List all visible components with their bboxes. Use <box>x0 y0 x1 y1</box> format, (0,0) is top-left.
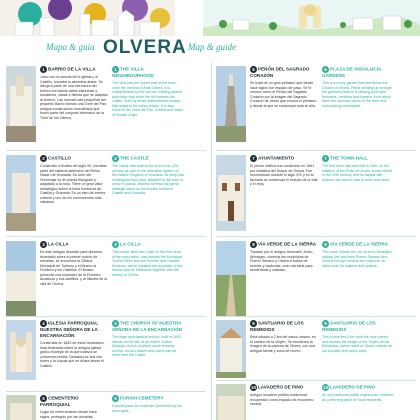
entry-6 <box>216 66 416 146</box>
entry-es <box>250 320 318 353</box>
title-spanish: Mapa & guía <box>46 42 95 52</box>
entry-es <box>250 384 318 407</box>
entry-text-en: The Villa was the oldest part of the town, once the medina of Arab Olvera. It is characterised by the narrow, winding streets and steps that climb the hill towards the Castle, lined by small whitewashed houses that adapt to the steep terrain. It is also home to the Torre del Pan, a defensive tower of Muslim origin. <box>112 81 184 117</box>
entry-en <box>112 155 184 196</box>
entry-number: 5 <box>112 395 119 402</box>
entry-7 <box>216 155 416 235</box>
entry-text-es: Antiguo lavadero público tradicional, recuperado como espacio de encuentro vecinal. <box>250 393 314 406</box>
entry-8 <box>216 241 416 321</box>
entry-en <box>322 155 394 182</box>
entry-number: 10 <box>322 385 328 390</box>
entry-number: 6 <box>250 66 257 73</box>
entry-title-en: THE TOWN HALL <box>330 155 368 161</box>
separator <box>6 391 206 392</box>
photo-town-hall <box>216 155 246 231</box>
village-illustration-right <box>203 0 420 36</box>
title-english: Map & guide <box>188 42 236 52</box>
entry-10 <box>216 384 416 420</box>
entry-title-en: THE VILLA NEIGHBOURHOOD <box>112 66 154 78</box>
entry-es <box>250 66 318 108</box>
entry-es <box>40 395 108 419</box>
entry-text-en: The first town hall was built in 1661 on the initiative of the Duke of Osuna. It was rebuilt in the 19th century, and its façade still features the town's coat of arms and clock. <box>322 164 393 182</box>
entry-1 <box>6 66 206 146</box>
entry-title-es: IGLESIA PARROQUIAL NUESTRA SEÑORA DE LA ENCARNACIÓN <box>40 320 98 338</box>
entry-2 <box>6 155 206 235</box>
entry-title-en: THE CASTLE <box>120 155 149 161</box>
entry-number: 1 <box>112 66 119 73</box>
entry-title-es: VÍA VERDE DE LA SIERRA <box>258 241 317 247</box>
entry-title-en: PARISH CEMETERY <box>120 395 164 401</box>
separator <box>6 150 206 151</box>
entry-text-es: Está situado a 2 km del casco urbano, en el camino de la Virgen. Se encuentra la imagen de la patrona de Olvera, con una antigua fuente y zona de recreo. <box>250 335 316 353</box>
village-illustration-left <box>0 0 175 36</box>
photo-lavadero <box>216 384 246 420</box>
entry-4 <box>6 320 206 400</box>
separator <box>216 150 416 151</box>
entry-text-es: Lugar de enterramiento desde hace siglos, protegido por las murallas. <box>40 410 97 419</box>
entry-text-es: Es este antiguo depósito para diezmos, levantado sobre el primer recinto de murallas, se encuentra la Oficina Municipal de Turismo y el Museo la Frontera y los Castillos. El Museo presenta una evolución de la Frontera Andaluza y sus castillos, y la historia de la villa de Olvera. <box>40 250 108 286</box>
photo-santuario <box>216 320 246 378</box>
column-divider <box>211 62 212 420</box>
entry-title-es: AYUNTAMIENTO <box>258 155 295 161</box>
entry-title-en: PLAZA DE ANDALUCÍA GARDENS <box>322 66 382 78</box>
entry-title-en: LAVADERO DE PINO <box>330 384 376 390</box>
entry-text-en: The castle was built at the end of the 12th century as part of the defensive system of the Nasrid Kingdom of Granada. Its keep has a triangular floor plan, adapted to the rock on which it stands, and the fortress had great strategic value on the frontier between Castile and Granada. <box>112 164 184 195</box>
separator <box>6 316 206 317</box>
separator <box>216 236 416 237</box>
entry-text-en: This route follows the old Jerez to Almargen railway line and links Puerto Serrano and Olvera through tunnels and viaducts, an ideal route for walkers and cyclists. <box>322 250 392 268</box>
entry-title-en: VÍA VERDE DE LA SIERRA <box>330 241 389 247</box>
entry-en <box>112 395 184 413</box>
entry-title-es: PEÑÓN DEL SAGRADO CORAZÓN <box>250 66 310 78</box>
photo-church <box>6 320 36 380</box>
header <box>0 0 420 62</box>
entry-es <box>250 241 318 273</box>
entry-en <box>322 320 394 353</box>
entry-es <box>250 155 318 187</box>
entry-number: 3 <box>112 241 119 248</box>
entry-number: 6 <box>322 66 329 73</box>
entry-title-es: LAVADERO DE PINO <box>258 384 304 390</box>
photo-via-verde <box>216 241 246 317</box>
entry-text-es: Justo con la mezcla de la iglesia y el Castillo, formaba la almedina árabe. Se dibuja a partir de una estructura del terreno formando calles estrechas y escalones, casas e hileras que se adaptan al terreno. Las nuevas más pequeñas del pequeño Barrio forman una Torre del Pan, antigua construcción musulmana que formó parte del conjunto defensivo de la Torre de los Olleros. <box>40 75 108 120</box>
photo-cemetery <box>6 395 36 420</box>
separator <box>216 380 416 381</box>
entry-number: 1 <box>40 66 47 73</box>
entry-number: 4 <box>112 320 119 327</box>
entry-en <box>112 66 184 117</box>
entry-text-es: Construido a finales del siglo XII, formaba parte del sistema defensivo del Reino Nazarí de Granada. Su torre del Homenaje es de planta triangular y adaptado a la roca. Tiene un gran valor estratégico sobre la línea fronteriza de Castilla y Granada. Es un bien de interés cultural y uno de los monumentos más visitados. <box>40 164 107 204</box>
entry-number: 7 <box>250 155 257 162</box>
entry-text-en: This shrine lies 2 km from the town centre and houses the image of the Virgen de los Remedios, patron saint of Olvera, beside an old fountain and picnic area. <box>322 335 393 353</box>
entry-es <box>40 155 108 205</box>
entry-number: 7 <box>322 155 329 162</box>
entry-es <box>40 66 108 120</box>
photo-penon <box>216 66 246 142</box>
separator <box>216 316 416 317</box>
entry-3 <box>6 241 206 321</box>
entry-number: 4 <box>40 320 47 327</box>
entry-number: 2 <box>112 155 119 162</box>
entry-en <box>322 384 394 402</box>
entry-title-es: SANTUARIO DE LOS REMEDIOS <box>250 320 304 332</box>
entry-5 <box>6 395 206 420</box>
entry-text-es: Trazado por el antiguo ferrocarril Jerez–Almargen, conecta los municipios de Puerto Serrano y Olvera a través de túneles y viaductos, una ruta ideal para senderistas y ciclistas. <box>250 250 314 272</box>
entry-title-en: LA CILLA <box>120 241 141 247</box>
entry-text-en: A burial place for centuries, protected by the town walls. <box>112 404 183 413</box>
entry-text-en: The large neoclassical church, built in 1843, stands on the site of an earlier Gothic-Mudejar church of which some remains survive. Its two towers and dome can be seen from the Castle. <box>112 335 182 357</box>
entry-number: 8 <box>322 241 329 248</box>
entry-es <box>40 241 108 286</box>
entry-title-en: THE CHURCH OF NUESTRA SEÑORA DE LA ENCARNACIÓN <box>112 320 183 332</box>
entry-text-es: Construida en 1843 de estilo neoclásico, está levantada sobre la antigua iglesia gótico-mudéjar de la que todavía se conservan restos. Destaca por sus dos torres y la cúpula que se divisa desde el Castillo. <box>40 341 105 368</box>
photo-villa <box>6 66 36 142</box>
entry-text-es: Se trata de un gran peñasco que desde hace siglos fue espacio de paso. Se le conoce como el Peñón del Sagrado Corazón por la imagen del Sagrado Corazón de Jesús que corona el peñasco y desde la que se contempla toda la villa. <box>250 81 317 108</box>
separator <box>6 236 206 237</box>
entry-title-es: LA CILLA <box>48 241 69 247</box>
entry-number: 3 <box>40 241 47 248</box>
entry-title-es: BARRIO DE LA VILLA <box>48 66 96 72</box>
photo-castle <box>6 155 36 231</box>
entry-number: 10 <box>250 385 256 390</box>
entry-text-en: This is a lovely garden that lies below the Church of Olvera. Paths winding up through the greenery lead to a viewing point with fountains, benches and flowers, from which there are splendid views of the town and surrounding countryside. <box>322 81 392 108</box>
entry-number: 9 <box>250 320 257 327</box>
entry-text-en: An old traditional public washhouse, restored as a meeting place for local residents. <box>322 393 394 402</box>
entry-title-en: SANTUARIO DE LOS REMEDIOS <box>322 320 376 332</box>
page-title: OLVERA <box>103 37 187 58</box>
entry-es <box>40 320 108 368</box>
entry-number: 5 <box>40 395 47 402</box>
entry-title-es: CEMENTERIO PARROQUIAL <box>40 395 79 407</box>
entry-en <box>322 241 394 268</box>
entry-number: 2 <box>40 155 47 162</box>
entry-text-es: El primer edificio fue construido en 1661 por iniciativa del Duque de Osuna. Fue reconstruido durante el siglo XIX y en la fachada se conservan el escudo de la villa y el reloj. <box>250 164 318 186</box>
entry-en <box>322 66 394 108</box>
entry-text-en: The former tithe barn, built on the first circle of the town walls, now houses the Municipal Tourist Office and the Frontier and Castles Museum, which explains the evolution of the frontier and its fortresses together with the history of Olvera. <box>112 250 183 277</box>
entry-number: 9 <box>322 320 329 327</box>
photo-cilla <box>6 241 36 317</box>
entry-en <box>112 320 184 358</box>
entry-title-es: CASTILLO <box>48 155 71 161</box>
entry-en <box>112 241 184 277</box>
entry-number: 8 <box>250 241 257 248</box>
